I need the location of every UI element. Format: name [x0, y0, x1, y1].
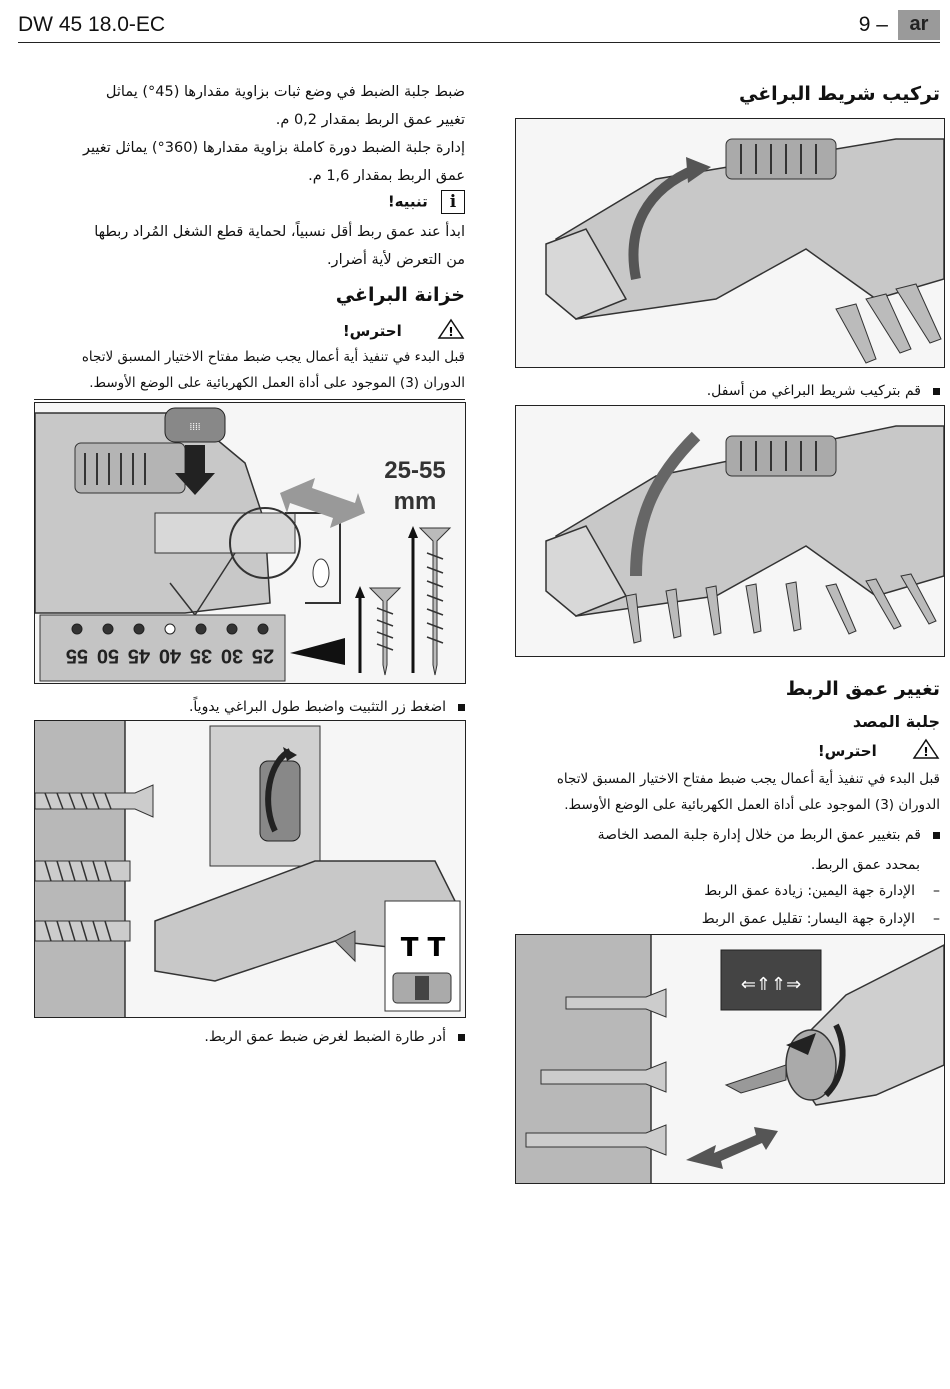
text-line: الدوران (3) الموجود على أداة العمل الكهربائية على الوضع الأوسط.	[89, 375, 465, 391]
adjust-wheel-figure	[34, 720, 466, 1018]
scale-dot	[72, 624, 82, 634]
text-line: قبل البدء في تنفيذ أية أعمال يجب ضبط مفتاح الاختيار المسبق لاتجاه	[556, 771, 940, 787]
note-paragraph	[20, 218, 465, 274]
svg-text:!: !	[923, 745, 929, 759]
caution-label: احترس!	[817, 741, 877, 760]
svg-text:T T: T T	[400, 933, 446, 963]
depth-adjust-paragraph	[20, 78, 465, 190]
text-line: ضبط جلبة الضبط في وضع ثبات بزاوية مقدارها (45°) يماثل	[105, 84, 465, 100]
bullet-text: أدر طارة الضبط لغرض ضبط عمق الربط.	[204, 1029, 446, 1045]
caution-paragraph-right	[515, 766, 940, 818]
bullet-text: اضغط زر التثبيت واضبط طول البراغي يدوياً.	[188, 699, 446, 715]
text-line: تغيير عمق الربط بمقدار 0,2 م.	[275, 112, 465, 128]
caution-label: احترس!	[342, 321, 402, 340]
text-line: عمق الربط بمقدار 1,6 م.	[308, 168, 465, 184]
scale-label: 55	[65, 644, 89, 667]
scale-label: 25	[251, 644, 275, 667]
scale-dot	[134, 624, 144, 634]
dash-turn-left	[515, 906, 940, 932]
length-range-label: 25-55	[384, 457, 446, 484]
note-label: تنبيه!	[387, 192, 428, 211]
bullet-square	[458, 704, 465, 711]
caution-heading-right	[515, 738, 940, 764]
magazine-heading: خزانة البراغي	[335, 284, 465, 306]
sleeve-heading: جلبة المصد	[852, 712, 940, 731]
note-heading	[20, 190, 465, 214]
bullet-square	[458, 1034, 465, 1041]
text-line: من التعرض لأية أضرار.	[326, 252, 465, 268]
scale-label: 40	[158, 644, 182, 667]
bullet-text: بمحدد عمق الربط.	[810, 857, 920, 873]
warning-triangle-icon	[437, 318, 465, 344]
caution-paragraph	[20, 344, 465, 396]
depth-heading: تغيير عمق الربط	[785, 678, 940, 700]
dash-text: الإدارة جهة اليمين: زيادة عمق الربط	[704, 883, 915, 899]
bullet-square	[933, 388, 940, 395]
bullet-text: قم بتغيير عمق الربط من خلال إدارة جلبة المصد الخاصة	[597, 827, 921, 843]
svg-text:⇐⇑⇑⇒: ⇐⇑⇑⇒	[740, 974, 802, 995]
scale-dot	[227, 624, 237, 634]
page-number: 9 –	[858, 13, 888, 36]
install-strip-heading: تركيب شريط البراغي	[738, 83, 940, 105]
dash-marker: –	[933, 883, 940, 899]
scale-dot	[103, 624, 113, 634]
scale-label: 30	[220, 644, 244, 667]
scale-label: 35	[189, 644, 213, 667]
dash-text: الإدارة جهة اليسار: تقليل عمق الربط	[701, 911, 915, 927]
dash-marker: –	[933, 911, 940, 927]
install-strip-figure	[515, 118, 945, 368]
bullet-install-strip	[515, 378, 940, 404]
depth-stop-figure	[515, 934, 945, 1184]
text-line: ابدأ عند عمق ربط أقل نسبياً، لحماية قطع الشغل المُراد ربطها	[94, 224, 465, 240]
bullet-turn-wheel	[20, 1024, 465, 1050]
bullet-change-depth	[515, 822, 940, 878]
scale-dot	[258, 624, 268, 634]
dash-turn-right	[515, 878, 940, 904]
svg-text:⁞⁞⁞⁞: ⁞⁞⁞⁞	[189, 422, 201, 433]
header-rule	[18, 42, 940, 43]
length-unit-label: mm	[393, 488, 437, 515]
text-line: الدوران (3) الموجود على أداة العمل الكهربائية على الوضع الأوسط.	[564, 797, 940, 813]
model-name: DW 45 18.0-EC	[18, 13, 166, 36]
text-line: قبل البدء في تنفيذ أية أعمال يجب ضبط مفتاح الاختيار المسبق لاتجاه	[81, 349, 465, 365]
caution-heading	[20, 318, 465, 344]
bullet-press-button	[20, 694, 465, 720]
scale-label: 45	[127, 644, 151, 667]
scale-dot	[165, 624, 175, 634]
svg-text:!: !	[448, 325, 454, 339]
scale-label: 50	[96, 644, 120, 667]
bullet-square	[933, 832, 940, 839]
scale-dot	[196, 624, 206, 634]
figure-rule	[34, 399, 465, 400]
warning-triangle-icon	[912, 738, 940, 764]
bullet-text: قم بتركيب شريط البراغي من أسفل.	[706, 383, 921, 399]
language-badge: ar	[898, 10, 940, 40]
strip-inserted-figure	[515, 405, 945, 657]
screw-length-figure	[34, 402, 466, 684]
text-line: إدارة جلبة الضبط دورة كاملة بزاوية مقدارها (360°) يماثل تغيير	[83, 140, 465, 156]
info-icon: i	[441, 190, 465, 214]
